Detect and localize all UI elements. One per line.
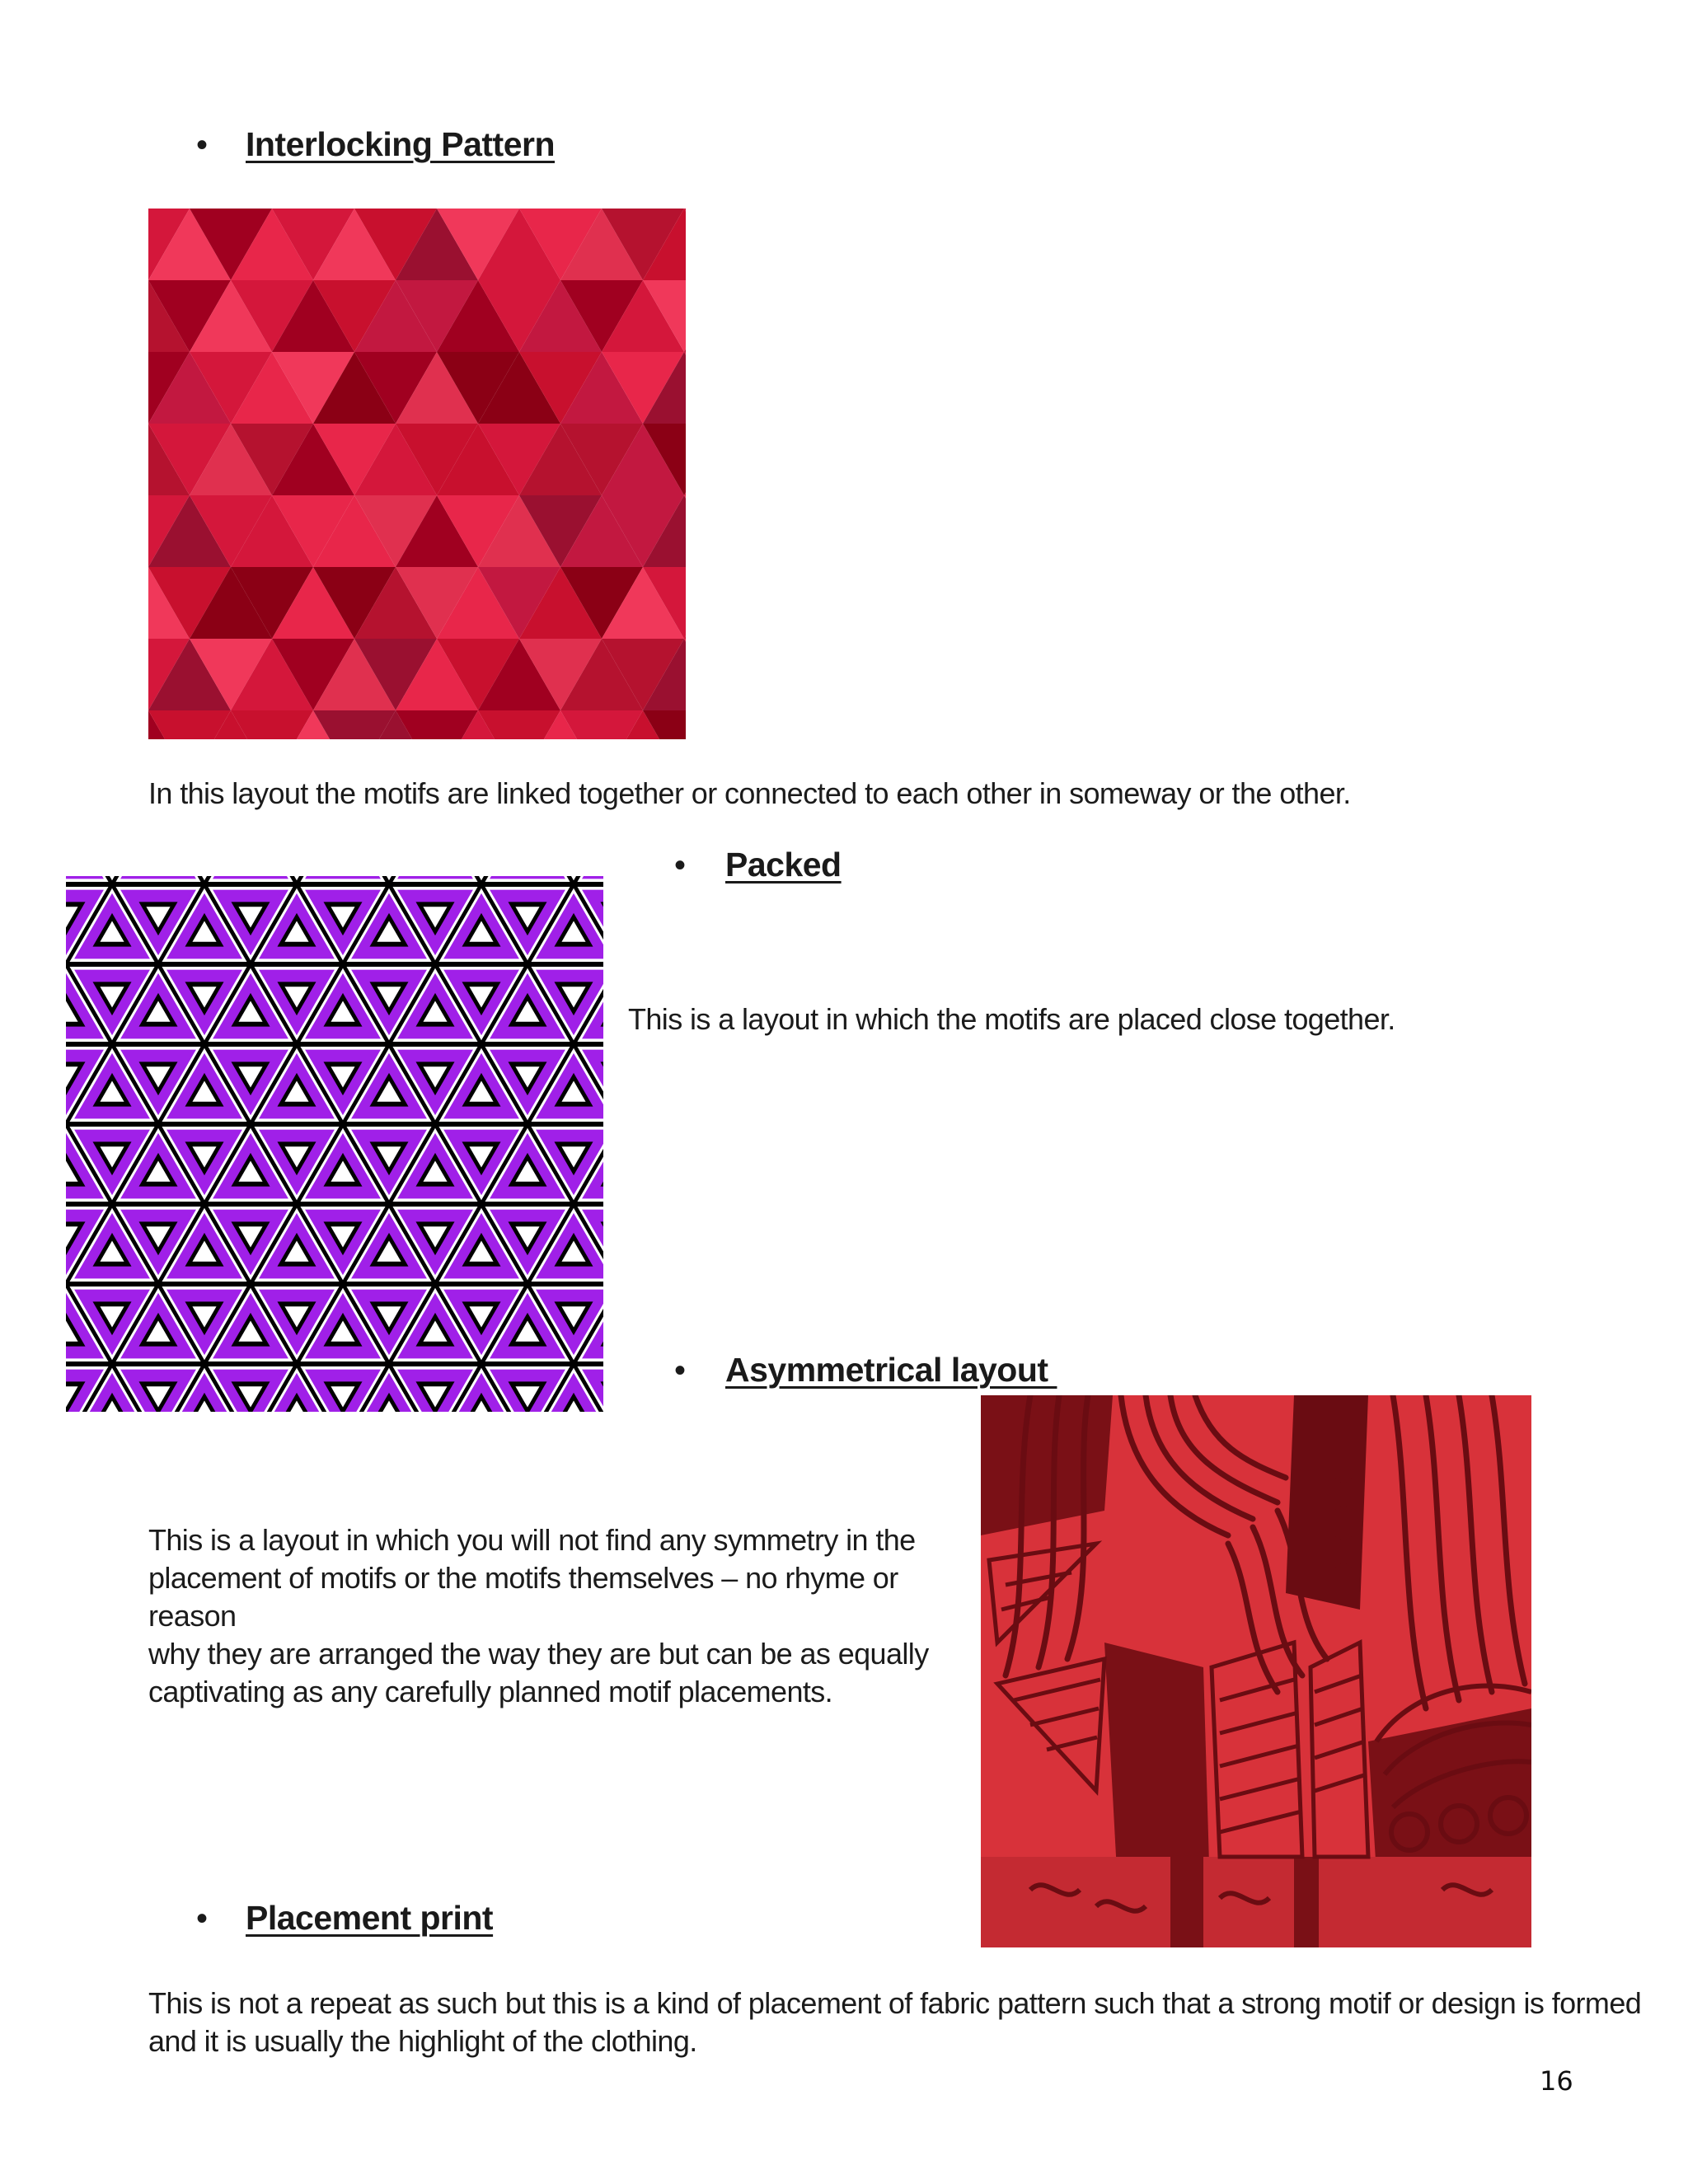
asymmetrical-description	[148, 1521, 973, 1711]
placement-description-line: and it is usually the highlight of the clothing.	[148, 2024, 697, 2058]
bullet-icon: •	[196, 1900, 209, 1937]
asymmetrical-description-line: why they are arranged the way they are but can be as equally	[148, 1637, 929, 1671]
bullet-icon: •	[196, 127, 209, 163]
asymmetrical-description-line: This is a layout in which you will not find any symmetry in the	[148, 1523, 916, 1557]
heading-packed: Packed	[725, 846, 842, 883]
page-number: 16	[1540, 2065, 1573, 2097]
tile-fill	[582, 876, 603, 879]
tile-fill	[305, 876, 381, 879]
asymmetrical-pattern-image	[981, 1395, 1531, 1947]
tile-fill	[490, 876, 565, 879]
bullet-icon: •	[674, 847, 687, 883]
tile-fill	[66, 876, 104, 879]
heading-asymmetrical-layout: Asymmetrical layout	[725, 1351, 1057, 1389]
placement-description	[148, 1985, 1673, 2060]
placement-description-line: This is not a repeat as such but this is a kind of placement of fabric pattern such that a strong motif or design is formed	[148, 1986, 1642, 2020]
heading-interlocking-pattern: Interlocking Pattern	[246, 125, 556, 163]
tile-fill	[213, 876, 288, 879]
tile-fill	[397, 876, 473, 879]
packed-pattern-image	[66, 876, 603, 1412]
packed-description: This is a layout in which the motifs are placed close together.	[628, 1002, 1395, 1036]
asymmetrical-description-line: placement of motifs or the motifs themselves – no rhyme or reason	[148, 1561, 898, 1633]
interlocking-pattern-image	[148, 209, 686, 739]
heading-placement-print: Placement print	[246, 1899, 494, 1937]
asymmetrical-description-line: captivating as any carefully planned motif placements.	[148, 1675, 833, 1708]
interlocking-description: In this layout the motifs are linked together or connected to each other in someway or the other.	[148, 776, 1351, 810]
bullet-icon: •	[674, 1352, 687, 1389]
tile-fill	[120, 876, 196, 879]
